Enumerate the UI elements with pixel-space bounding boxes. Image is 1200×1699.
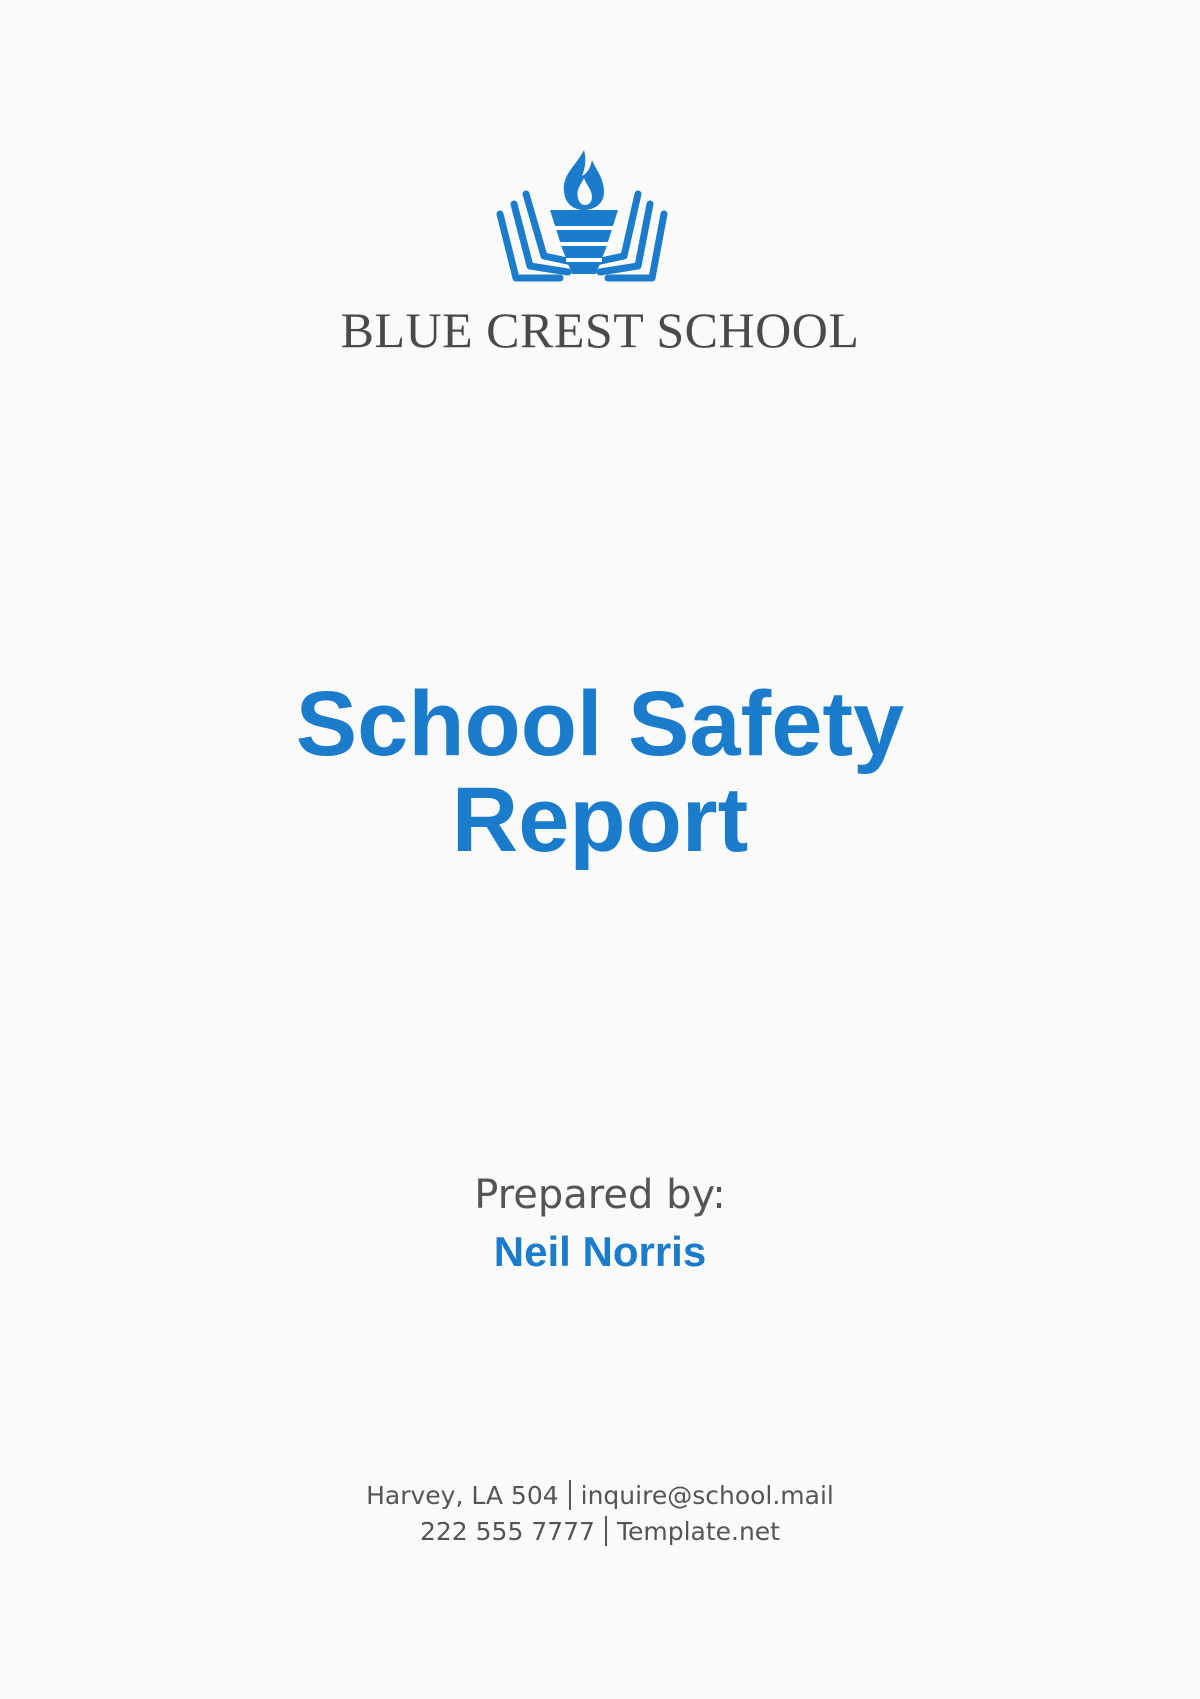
website: Template.net: [616, 1517, 780, 1546]
title-line-2: Report: [451, 769, 749, 871]
footer-line-1: [0, 1478, 1200, 1514]
document-title: [0, 673, 1200, 871]
divider: [569, 1480, 571, 1510]
address: Harvey, LA 504: [366, 1481, 559, 1510]
prepared-by-label: Prepared by:: [474, 1172, 726, 1218]
torch-book-icon: [492, 148, 672, 288]
school-name: BLUE CREST SCHOOL: [340, 302, 860, 358]
school-logo: [492, 148, 672, 288]
phone: 222 555 7777: [419, 1517, 595, 1546]
divider: [605, 1516, 607, 1546]
author-name: Neil Norris: [493, 1228, 707, 1275]
title-line-1: School Safety: [295, 673, 905, 775]
contact-footer: [0, 1478, 1200, 1550]
footer-line-2: [0, 1514, 1200, 1550]
email: inquire@school.mail: [580, 1481, 834, 1510]
